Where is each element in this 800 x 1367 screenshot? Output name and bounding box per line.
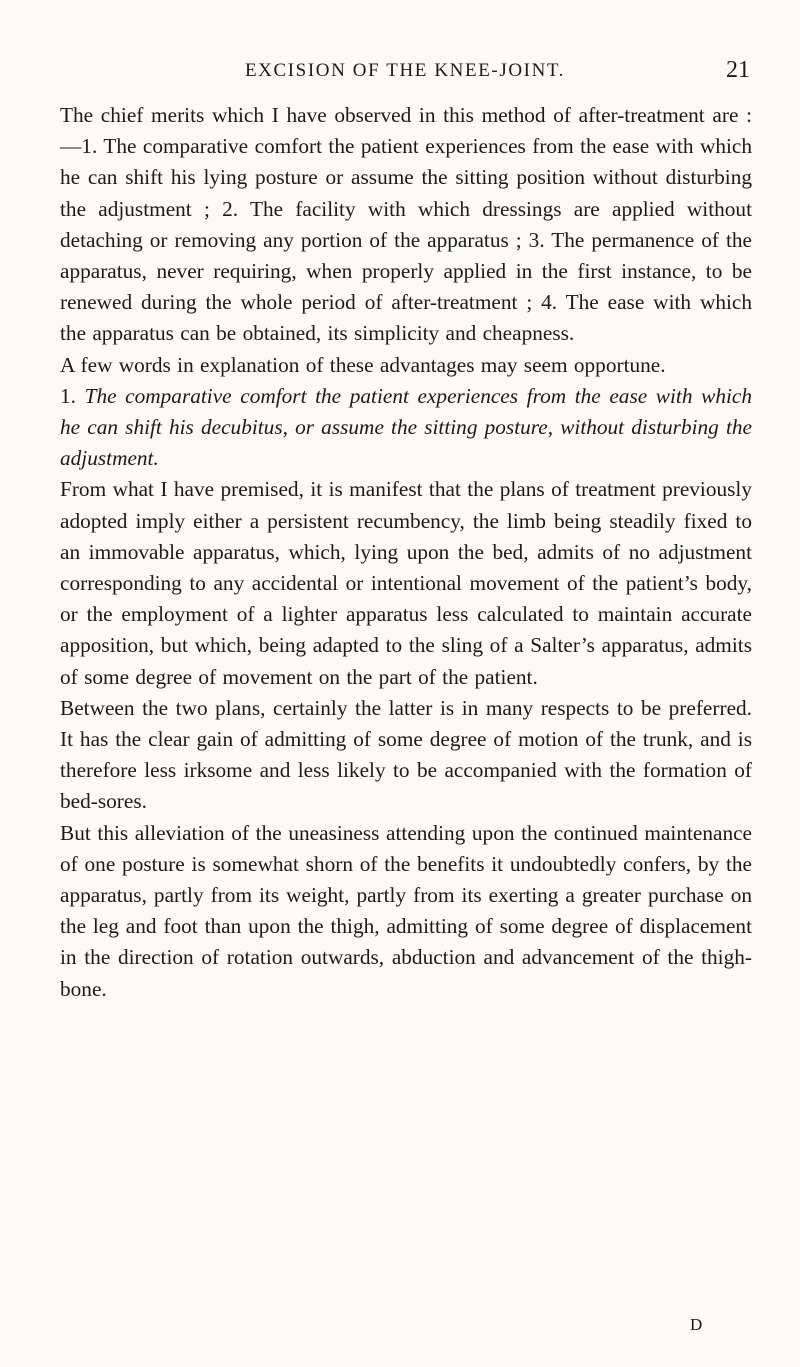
section-heading-comparative-comfort [60,381,752,475]
section-heading-number: 1. [60,383,76,408]
paragraph-explanation-intro: A few words in explanation of these advantages may seem opportune. [60,352,666,377]
page-number: 21 [726,57,750,83]
body-text [60,100,752,1005]
paragraph-between-two-plans: Between the two plans, certainly the latter is in many respects to be preferred. It has the clear gain of admitting of some degree of motion of the trunk, and is therefore less irksome and less likely to be accompanied with the formation of bed-sores. [60,695,752,814]
signature-mark: D [690,1315,704,1334]
section-heading-text: The comparative comfort the patient experiences from the ease with which he can shift his decubitus, or assume the sitting posture, without disturbing the adjustment. [60,383,752,471]
running-title: EXCISION OF THE KNEE-JOINT. [244,60,566,81]
paragraph-plans-of-treatment: From what I have premised, it is manifest that the plans of treatment previously adopted imply either a persistent recumbency, the limb being steadily fixed to an immovable apparatus, which, lying upon the bed, admits of no adjustment corresponding to any accidental or intentional movement of the patient’s body, or the employment of a lighter apparatus less calculated to maintain accurate apposition, but which, being adapted to the sling of a Salter’s apparatus, admits of some degree of movement on the part of the patient. [60,477,752,689]
running-head [60,58,750,88]
paragraph-chief-merits: The chief merits which I have observed in this method of after-treatment are :—1. The comparative comfort the patient experiences from the ease with which he can shift his lying posture or assume the sitting position without disturbing the adjustment ; 2. The facility with which dressings are applied without detaching or removing any portion of the apparatus ; 3. The permanence of the apparatus, never requiring, when properly applied in the first instance, to be renewed during the whole period of after-treatment ; 4. The ease with which the apparatus can be obtained, its simplicity and cheapness. [60,103,752,346]
paragraph-alleviation: But this alleviation of the uneasiness attending upon the continued maintenance of one posture is somewhat shorn of the benefits it undoubtedly confers, by the apparatus, partly from its weight, partly from its exerting a greater purchase on the leg and foot than upon the thigh, admitting of some degree of displacement in the direction of rotation outwards, abduction and advancement of the thigh-bone. [60,820,752,1001]
